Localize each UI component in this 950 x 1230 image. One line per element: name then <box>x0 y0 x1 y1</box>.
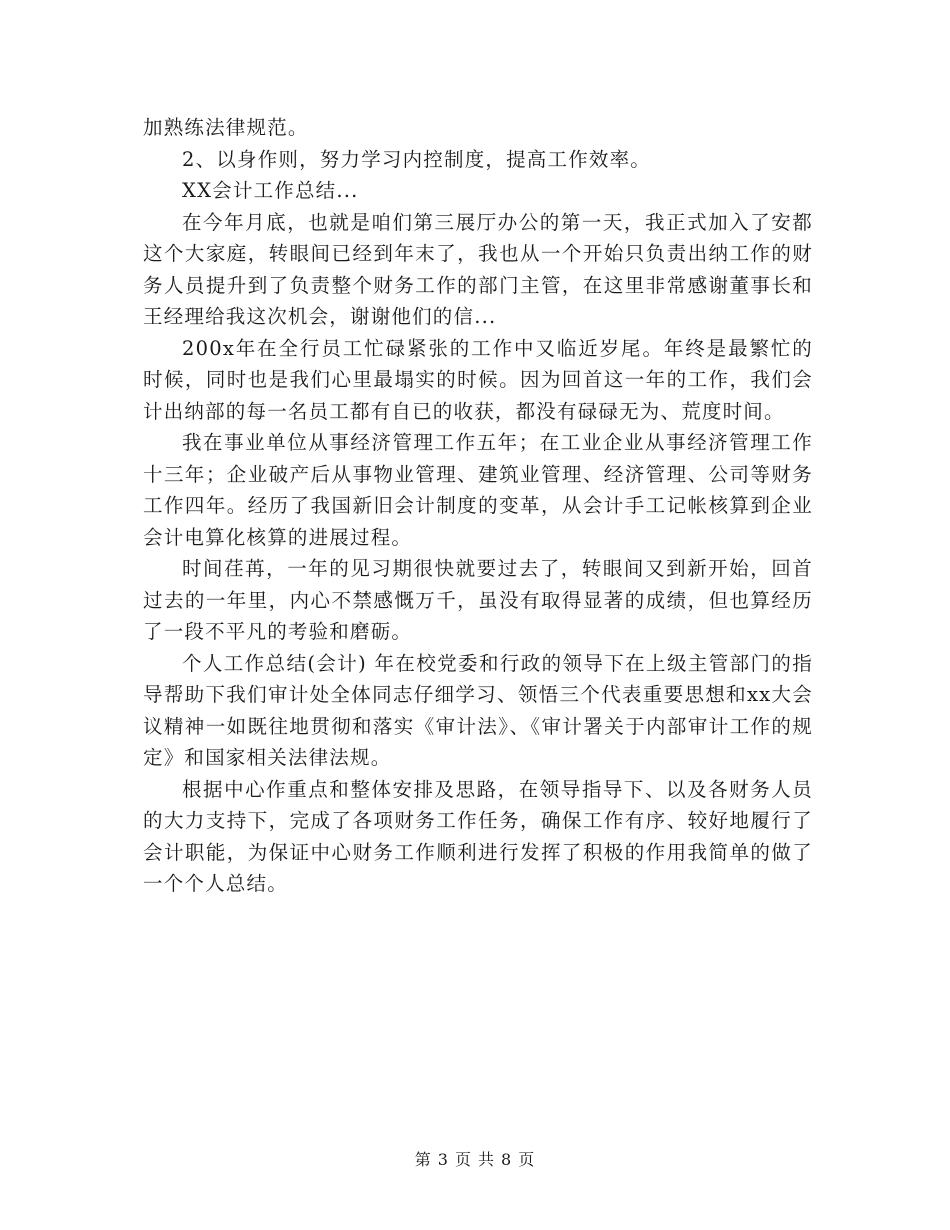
paragraph-9: 根据中心作重点和整体安排及思路，在领导指导下、以及各财务人员的大力支持下，完成了各项财务工作任务，确保工作有序、较好地履行了会计职能，为保证中心财务工作顺利进行发挥了积极的作用我简单的做了一个个人总结。 <box>143 777 813 895</box>
paragraph-2: 2、以身作则，努力学习内控制度，提高工作效率。 <box>182 147 652 171</box>
document-body <box>143 112 813 900</box>
footer-middle: 页 共 <box>454 1150 496 1169</box>
footer-prefix: 第 <box>414 1150 432 1169</box>
page-footer <box>0 1147 950 1170</box>
paragraph-6: 我在事业单位从事经济管理工作五年；在工业企业从事经济管理工作十三年；企业破产后从事物业管理、建筑业管理、经济管理、公司等财务工作四年。经历了我国新旧会计制度的变革，从会计手工记帐核算到企业会计电算化核算的进展过程。 <box>143 431 813 549</box>
paragraph-1: 加熟练法律规范。 <box>143 116 309 139</box>
paragraph-3: XX会计工作总结... <box>182 179 359 202</box>
paragraph-5: 200x年在全行员工忙碌紧张的工作中又临近岁尾。年终是最繁忙的时候，同时也是我们心里最塌实的时候。因为回首这一年的工作，我们会计出纳部的每一名员工都有自已的收获，都没有碌碌无为、荒度时间。 <box>143 336 813 423</box>
footer-total-pages: 8 <box>501 1150 513 1169</box>
paragraph-8: 个人工作总结(会计) 年在校党委和行政的领导下在上级主管部门的指导帮助下我们审计处全体同志仔细学习、领悟三个代表重要思想和xx大会议精神一如既往地贯彻和落实《审计法》、《审计署关于内部审计工作的规定》和国家相关法律法规。 <box>143 651 813 769</box>
footer-suffix: 页 <box>518 1150 536 1169</box>
footer-page-number: 3 <box>437 1150 449 1169</box>
paragraph-4: 在今年月底，也就是咱们第三展厅办公的第一天，我正式加入了安都这个大家庭，转眼间已经到年末了，我也从一个开始只负责出纳工作的财务人员提升到了负责整个财务工作的部门主管，在这里非常感谢董事长和王经理给我这次机会，谢谢他们的信... <box>143 210 813 328</box>
paragraph-7: 时间荏苒，一年的见习期很快就要过去了，转眼间又到新开始，回首过去的一年里，内心不禁感慨万千，虽没有取得显著的成绩，但也算经历了一段不平凡的考验和磨砺。 <box>143 557 813 643</box>
